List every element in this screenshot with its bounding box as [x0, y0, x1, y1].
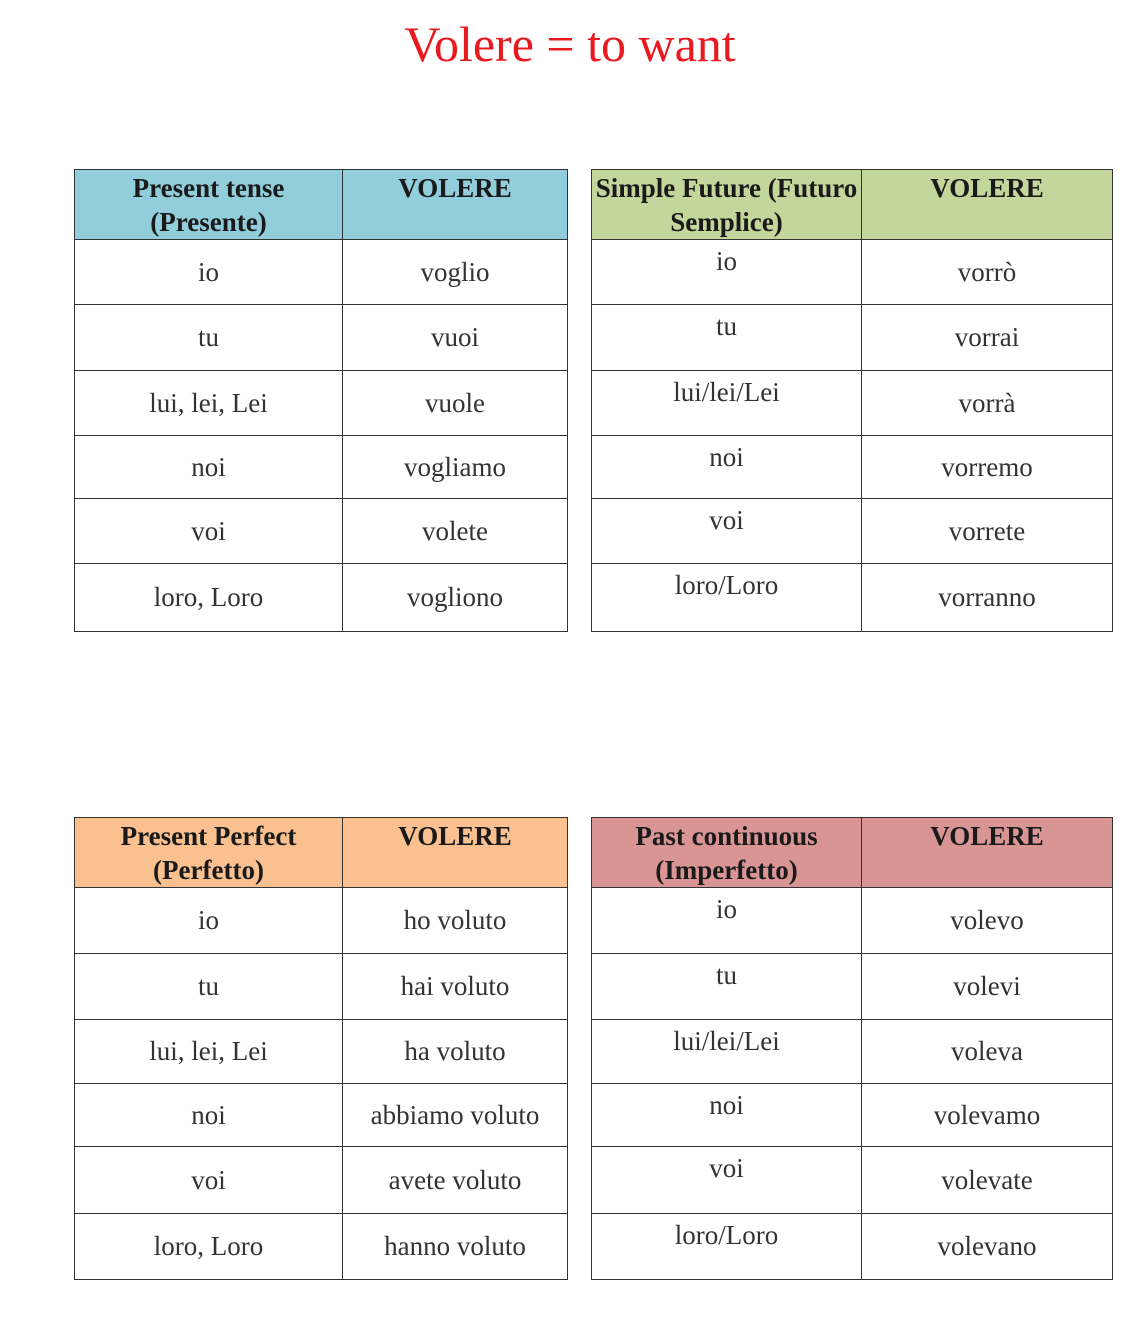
table-row — [75, 954, 568, 1020]
table-row — [592, 564, 1113, 632]
pronoun-cell: loro, Loro — [75, 1214, 343, 1280]
pronoun-cell: tu — [592, 305, 862, 371]
conjugation-cell: volevano — [862, 1214, 1113, 1280]
pronoun-cell: io — [592, 240, 862, 305]
table-row — [75, 371, 568, 436]
conjugation-cell: vuoi — [343, 305, 568, 371]
conjugation-cell: ha voluto — [343, 1020, 568, 1084]
conjugation-cell: volete — [343, 499, 568, 564]
present-perfect-table — [74, 817, 568, 1280]
verb-header: VOLERE — [343, 818, 568, 888]
conjugation-cell: voglio — [343, 240, 568, 305]
pronoun-cell: lui, lei, Lei — [75, 371, 343, 436]
table-row — [75, 1084, 568, 1147]
table-row — [592, 371, 1113, 436]
header-row — [592, 818, 1113, 888]
tense-header: Past continuous (Imperfetto) — [592, 818, 862, 888]
table-row — [592, 240, 1113, 305]
conjugation-cell: ho voluto — [343, 888, 568, 954]
header-row — [75, 818, 568, 888]
pronoun-cell: tu — [75, 305, 343, 371]
pronoun-cell: loro/Loro — [592, 1214, 862, 1280]
pronoun-cell: noi — [592, 1084, 862, 1147]
conjugation-cell: volevamo — [862, 1084, 1113, 1147]
pronoun-cell: io — [75, 888, 343, 954]
header-row — [592, 170, 1113, 240]
pronoun-cell: voi — [592, 499, 862, 564]
table-row — [592, 1214, 1113, 1280]
table-row — [592, 305, 1113, 371]
table-row — [75, 1020, 568, 1084]
conjugation-cell: vogliono — [343, 564, 568, 632]
table-row — [592, 888, 1113, 954]
pronoun-cell: noi — [592, 436, 862, 499]
conjugation-cell: vorrete — [862, 499, 1113, 564]
table-row — [75, 305, 568, 371]
pronoun-cell: io — [75, 240, 343, 305]
past-continuous-table — [591, 817, 1113, 1280]
pronoun-cell: noi — [75, 436, 343, 499]
table-row — [75, 1147, 568, 1214]
conjugation-cell: abbiamo voluto — [343, 1084, 568, 1147]
table-row — [592, 1084, 1113, 1147]
tense-header: Present Perfect (Perfetto) — [75, 818, 343, 888]
conjugation-cell: vorremo — [862, 436, 1113, 499]
pronoun-cell: lui/lei/Lei — [592, 371, 862, 436]
pronoun-cell: lui, lei, Lei — [75, 1020, 343, 1084]
present-tense-table — [74, 169, 568, 632]
pronoun-cell: tu — [592, 954, 862, 1020]
pronoun-cell: voi — [75, 499, 343, 564]
verb-header: VOLERE — [862, 170, 1113, 240]
tense-header: Present tense (Presente) — [75, 170, 343, 240]
table-row — [75, 564, 568, 632]
conjugation-cell: hanno voluto — [343, 1214, 568, 1280]
simple-future-table — [591, 169, 1113, 632]
conjugation-cell: vuole — [343, 371, 568, 436]
conjugation-cell: avete voluto — [343, 1147, 568, 1214]
table-row — [75, 436, 568, 499]
conjugation-cell: volevi — [862, 954, 1113, 1020]
pronoun-cell: io — [592, 888, 862, 954]
verb-header: VOLERE — [862, 818, 1113, 888]
tense-header: Simple Future (Futuro Semplice) — [592, 170, 862, 240]
pronoun-cell: noi — [75, 1084, 343, 1147]
pronoun-cell: loro, Loro — [75, 564, 343, 632]
conjugation-cell: vorrà — [862, 371, 1113, 436]
conjugation-cell: vorrò — [862, 240, 1113, 305]
pronoun-cell: lui/lei/Lei — [592, 1020, 862, 1084]
conjugation-cell: vorranno — [862, 564, 1113, 632]
page-title: Volere = to want — [404, 16, 736, 72]
pronoun-cell: loro/Loro — [592, 564, 862, 632]
table-row — [592, 1147, 1113, 1214]
pronoun-cell: voi — [592, 1147, 862, 1214]
table-row — [592, 436, 1113, 499]
conjugation-cell: voleva — [862, 1020, 1113, 1084]
pronoun-cell: voi — [75, 1147, 343, 1214]
conjugation-cell: volevate — [862, 1147, 1113, 1214]
table-row — [75, 499, 568, 564]
header-row — [75, 170, 568, 240]
conjugation-cell: vogliamo — [343, 436, 568, 499]
table-row — [592, 1020, 1113, 1084]
pronoun-cell: tu — [75, 954, 343, 1020]
verb-header: VOLERE — [343, 170, 568, 240]
table-row — [592, 499, 1113, 564]
conjugation-cell: volevo — [862, 888, 1113, 954]
table-row — [75, 1214, 568, 1280]
table-row — [75, 240, 568, 305]
table-row — [75, 888, 568, 954]
table-row — [592, 954, 1113, 1020]
conjugation-cell: vorrai — [862, 305, 1113, 371]
conjugation-cell: hai voluto — [343, 954, 568, 1020]
